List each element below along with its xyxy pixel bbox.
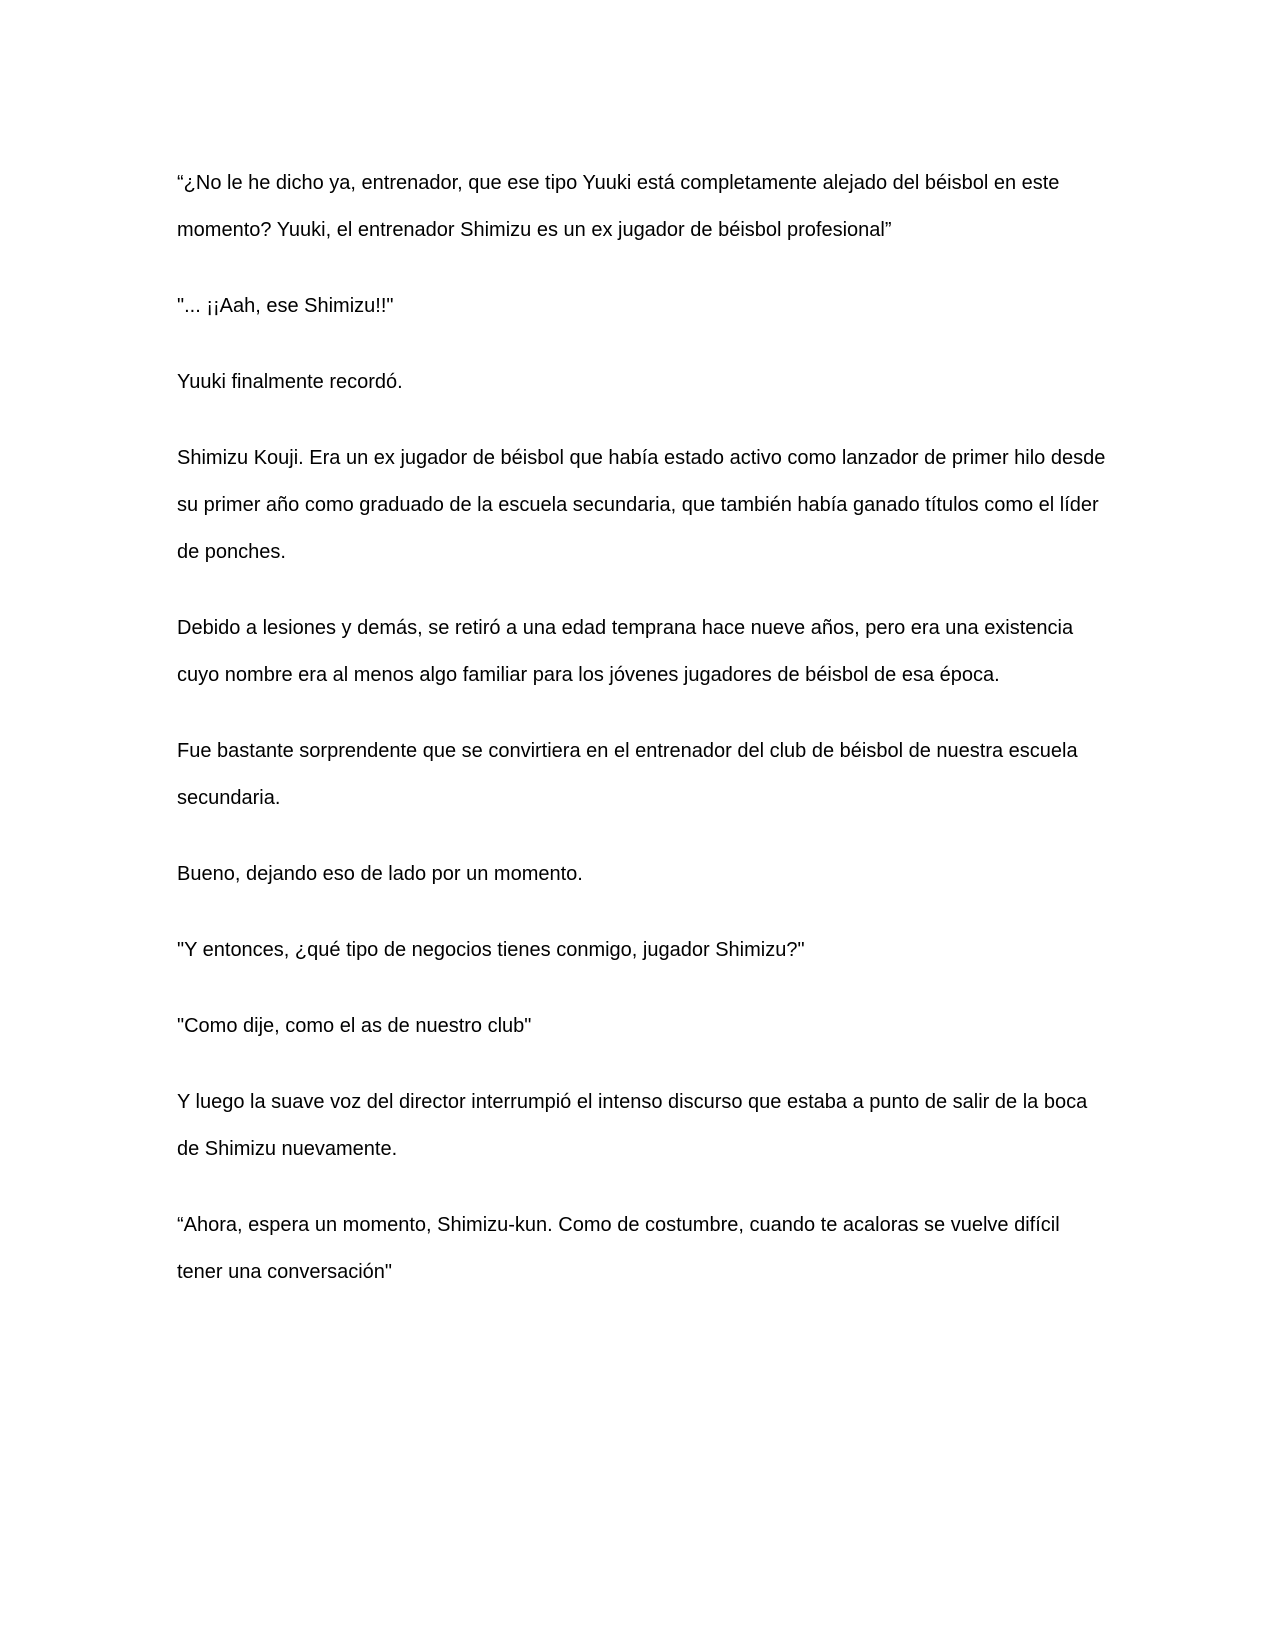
paragraph: Debido a lesiones y demás, se retiró a una edad temprana hace nueve años, pero era una existencia cuyo nombre era al menos algo familiar para los jóvenes jugadores de béisbol de esa época. (177, 617, 1074, 686)
paragraph: "Y entonces, ¿qué tipo de negocios tienes conmigo, jugador Shimizu?" (177, 939, 805, 961)
paragraph: Shimizu Kouji. Era un ex jugador de béisbol que había estado activo como lanzador de primer hilo desde su primer año como graduado de la escuela secundaria, que también había ganado títulos como el líder de ponches. (177, 447, 1106, 563)
paragraph: “¿No le he dicho ya, entrenador, que ese tipo Yuuki está completamente alejado del béisbol en este momento? Yuuki, el entrenador Shimizu es un ex jugador de béisbol profesional” (177, 172, 1060, 241)
paragraph: "... ¡¡Aah, ese Shimizu!!" (177, 295, 394, 317)
document-text-body (177, 160, 1107, 1325)
paragraph: "Como dije, como el as de nuestro club" (177, 1015, 532, 1037)
paragraph: “Ahora, espera un momento, Shimizu-kun. Como de costumbre, cuando te acaloras se vuelve difícil tener una conversación" (177, 1214, 1060, 1283)
paragraph: Yuuki finalmente recordó. (177, 371, 403, 393)
paragraph: Fue bastante sorprendente que se convirtiera en el entrenador del club de béisbol de nuestra escuela secundaria. (177, 740, 1078, 809)
paragraph: Y luego la suave voz del director interrumpió el intenso discurso que estaba a punto de salir de la boca de Shimizu nuevamente. (177, 1091, 1088, 1160)
paragraph: Bueno, dejando eso de lado por un momento. (177, 863, 583, 885)
